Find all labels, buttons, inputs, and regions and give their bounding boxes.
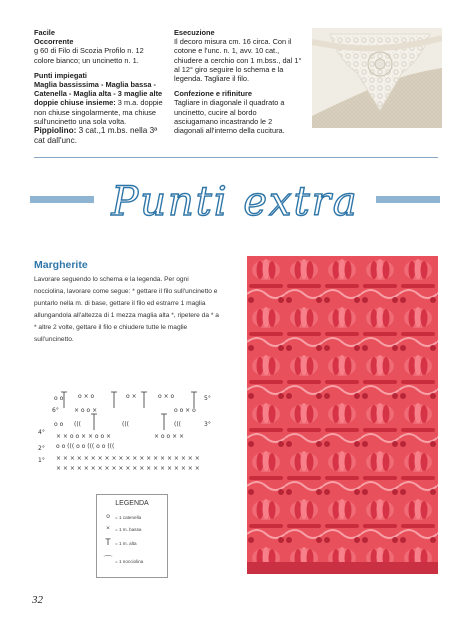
svg-text:o o ((( o o ((( o o (((: o o ((( o o ((( o o ((( (56, 443, 115, 450)
svg-text:× o o ×: × o o × (74, 407, 98, 414)
svg-text:× × × × × × × × × × × × × × ×: × × × × × × × × × × × × × × × × × × × × × (56, 455, 200, 462)
towel-lace-photo (312, 28, 442, 128)
svg-text:o o: o o (54, 421, 64, 428)
svg-text:5°: 5° (204, 395, 211, 402)
stitch-diagram (34, 386, 214, 476)
svg-text:o × o: o × o (78, 393, 95, 400)
legend-item-single: = 1 m. bassa (115, 527, 142, 532)
svg-text:(((: ((( (174, 421, 182, 428)
svg-text:3°: 3° (204, 421, 211, 428)
punti-title: Punti impiegati (34, 70, 87, 80)
legend-box (96, 494, 168, 578)
svg-text:(((: ((( (122, 421, 130, 428)
occorrente-title: Occorrente (34, 37, 74, 47)
svg-text:6°: 6° (52, 407, 59, 414)
svg-text:(((: ((( (74, 421, 82, 428)
esecuzione-title: Esecuzione (174, 28, 215, 37)
svg-text:× × o o × × o o ×: × × o o × × o o × (56, 433, 112, 440)
svg-text:o × o: o × o (158, 393, 175, 400)
punti-text: 3 m.a. doppie non chiuse singolarmente, ma chiuse sull'uncinetto una sola volta. (34, 98, 163, 126)
crochet-swatch-photo (247, 256, 438, 574)
banner-title: Punti extra (111, 179, 359, 225)
svg-text:1°: 1° (38, 457, 45, 464)
section-instructions: Lavorare seguendo lo schema e la legenda. Per ogni nocciolina, lavorare come segue: * gettare il filo sull'uncinetto e puntarlo nella m. di base, gettare il filo ed estrarre 1 maglia allungandola all'altezza di 1 mezza maglia alta *, ripetere da * a * altre 2 volte, gettare il filo e chiudere tutte le maglie sull'uncinetto. (34, 276, 219, 343)
svg-text:× o o × ×: × o o × × (154, 433, 185, 440)
punti-extra-banner (30, 171, 440, 231)
punti-bold: Maglia bassissima - Maglia bassa - Catenella - Maglia alta - 3 maglie alte doppie chiuse insieme: (34, 80, 163, 108)
section-heading: Margherite (34, 259, 88, 271)
instructions-column (174, 28, 302, 135)
legend-item-puff: = 1 nocciolina (115, 559, 144, 564)
materials-column (34, 28, 164, 146)
puff-stitch-icon: ⌒ (103, 555, 113, 565)
svg-text:o ×: o × (126, 393, 137, 400)
occorrente-text: g 60 di Filo di Scozia Profilo n. 12 colore bianco; un uncinetto n. 1. (34, 46, 144, 65)
legend-item-chain: = 1 catenella (115, 515, 142, 520)
pippiolino-text: 3 cat.,1 m.bs. nella 3ª cat dall'unc. (34, 126, 158, 146)
svg-text:× × × × × × × × × × × × × × ×: × × × × × × × × × × × × × × × × × × × × × (56, 465, 200, 472)
section-divider (34, 157, 438, 158)
single-crochet-icon: × (106, 525, 110, 532)
esecuzione-text: Il decoro misura cm. 16 circa. Con il cotone e l'unc. n. 1, avv. 10 cat., chiudere a cerchio con 1 m.bss., dal 1° al 12° giro seguire lo schema e la legenda. Tagliare il filo. (174, 37, 302, 84)
double-crochet-icon: T (105, 537, 111, 547)
legend-item-double: = 1 m. alta (115, 541, 137, 546)
svg-text:4°: 4° (38, 429, 45, 436)
page-number: 32 (32, 594, 43, 606)
svg-text:o o: o o (54, 395, 64, 402)
svg-text:2°: 2° (38, 445, 45, 452)
confezione-title: Confezione e rifiniture (174, 89, 253, 99)
legend-title: LEGENDA (115, 500, 149, 507)
confezione-text: Tagliare in diagonale il quadrato a uncinetto, cucire al bordo asciugamano incastrando le 2 diagonali all'interno della cucitura. (174, 98, 285, 136)
difficulty-label: Facile (34, 28, 55, 37)
svg-text:o o × o: o o × o (174, 407, 196, 414)
pippiolino-bold: Pippiolino: (34, 126, 77, 136)
chain-stitch-icon: o (106, 513, 110, 520)
